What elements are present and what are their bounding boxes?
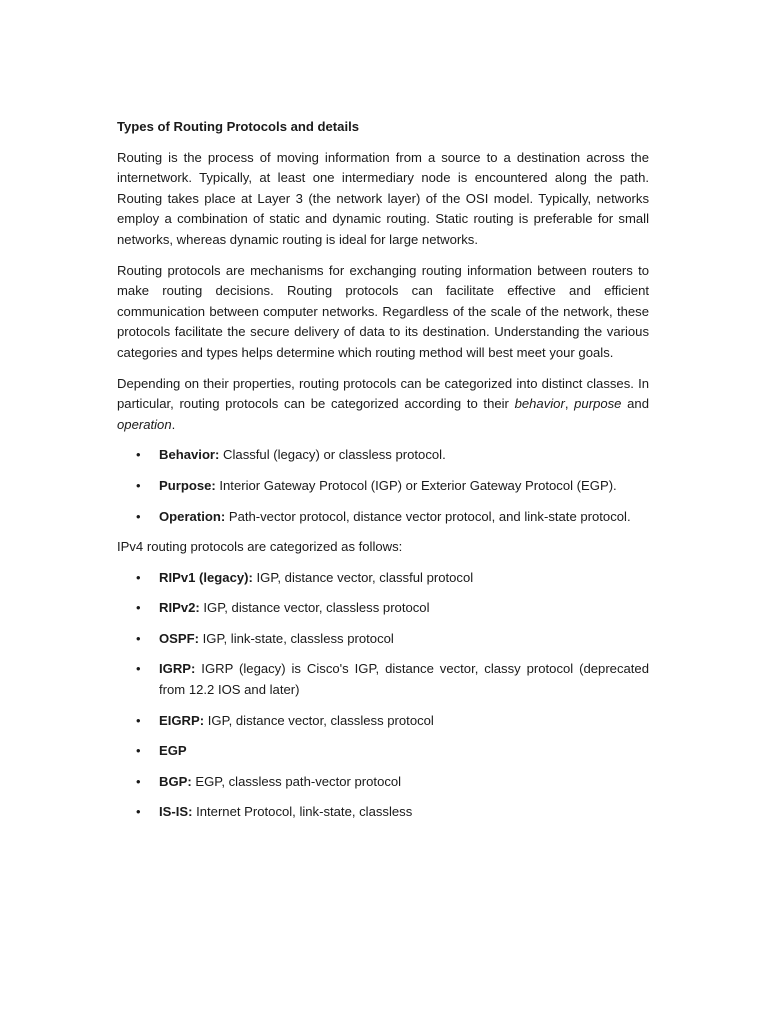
document-page [117,117,649,833]
list-item [117,659,649,700]
list-item [117,711,649,732]
list-item-term: BGP: [159,773,192,789]
paragraph-end: . [171,416,176,432]
list-item-term: IS-IS: [159,804,193,820]
bullet-icon: • [136,477,141,493]
protocol-list [117,568,649,823]
bullet-icon: • [136,569,141,585]
emphasis-purpose: purpose [574,396,622,412]
list-item-term: Purpose: [159,477,216,493]
separator-text: and [621,396,649,412]
list-item-term: RIPv1 (legacy): [159,569,253,585]
list-item-desc: Internet Protocol, link-state, classless [192,804,413,820]
bullet-icon: • [136,508,141,524]
list-item [117,802,649,823]
list-item-desc: Interior Gateway Protocol (IGP) or Exterior Gateway Protocol (EGP). [215,477,617,493]
bullet-icon: • [136,661,141,677]
bullet-icon: • [136,743,141,759]
list-item-desc: IGP, distance vector, classless protocol [199,600,430,616]
category-list [117,445,649,527]
list-item [117,772,649,793]
bullet-icon: • [136,773,141,789]
list-item-term: EIGRP: [159,712,205,728]
list-item [117,476,649,497]
list-item [117,568,649,589]
list-item-desc: IGRP (legacy) is Cisco's IGP, distance vector, classy protocol (deprecated from 12.2 IOS and later) [159,661,649,698]
list-item [117,445,649,466]
list-item-term: EGP [159,743,187,759]
list-item-desc: Path-vector protocol, distance vector protocol, and link-state protocol. [225,508,631,524]
paragraph-routing-protocols: Routing protocols are mechanisms for exchanging routing information between routers to make routing decisions. Routing protocols can facilitate effective and efficient communication between computer networks. Regardless of the scale of the network, these protocols facilitate the secure delivery of data to its destination. Understanding the various categories and types helps determine which routing method will best meet your goals. [117,262,649,360]
list-item [117,741,649,762]
list-item-term: OSPF: [159,630,200,646]
bullet-icon: • [136,804,141,820]
paragraph-ipv4-intro: IPv4 routing protocols are categorized as follows: [117,539,403,555]
list-item [117,598,649,619]
bullet-icon: • [136,600,141,616]
list-item-desc: IGP, distance vector, classful protocol [252,569,474,585]
document-title: Types of Routing Protocols and details [117,119,360,134]
bullet-icon: • [136,447,141,463]
list-item-desc: IGP, distance vector, classless protocol [204,712,434,728]
bullet-icon: • [136,712,141,728]
emphasis-operation: operation [117,416,172,432]
list-item [117,507,649,528]
list-item-term: IGRP: [159,661,196,677]
bullet-icon: • [136,630,141,646]
list-item-desc: EGP, classless path-vector protocol [191,773,402,789]
list-item-desc: Classful (legacy) or classless protocol. [219,447,446,463]
paragraph-categorization [117,374,649,436]
paragraph-routing-intro: Routing is the process of moving information from a source to a destination across the internetwork. Typically, at least one intermediary node is encountered along the path. Routing takes place at Layer 3 (the network layer) of the OSI model. Typically, networks employ a combination of static and dynamic routing. Static routing is preferable for small networks, whereas dynamic routing is ideal for large networks. [117,149,649,247]
list-item [117,629,649,650]
paragraph-text: Depending on their properties, routing protocols can be categorized into distinct classes. In particular, routing protocols can be categorized according to their [117,375,649,412]
separator-text: , [564,396,575,412]
list-item-term: RIPv2: [159,600,200,616]
list-item-term: Operation: [159,508,226,524]
list-item-desc: IGP, link-state, classless protocol [199,630,394,646]
emphasis-behavior: behavior [514,396,565,412]
list-item-term: Behavior: [159,447,220,463]
